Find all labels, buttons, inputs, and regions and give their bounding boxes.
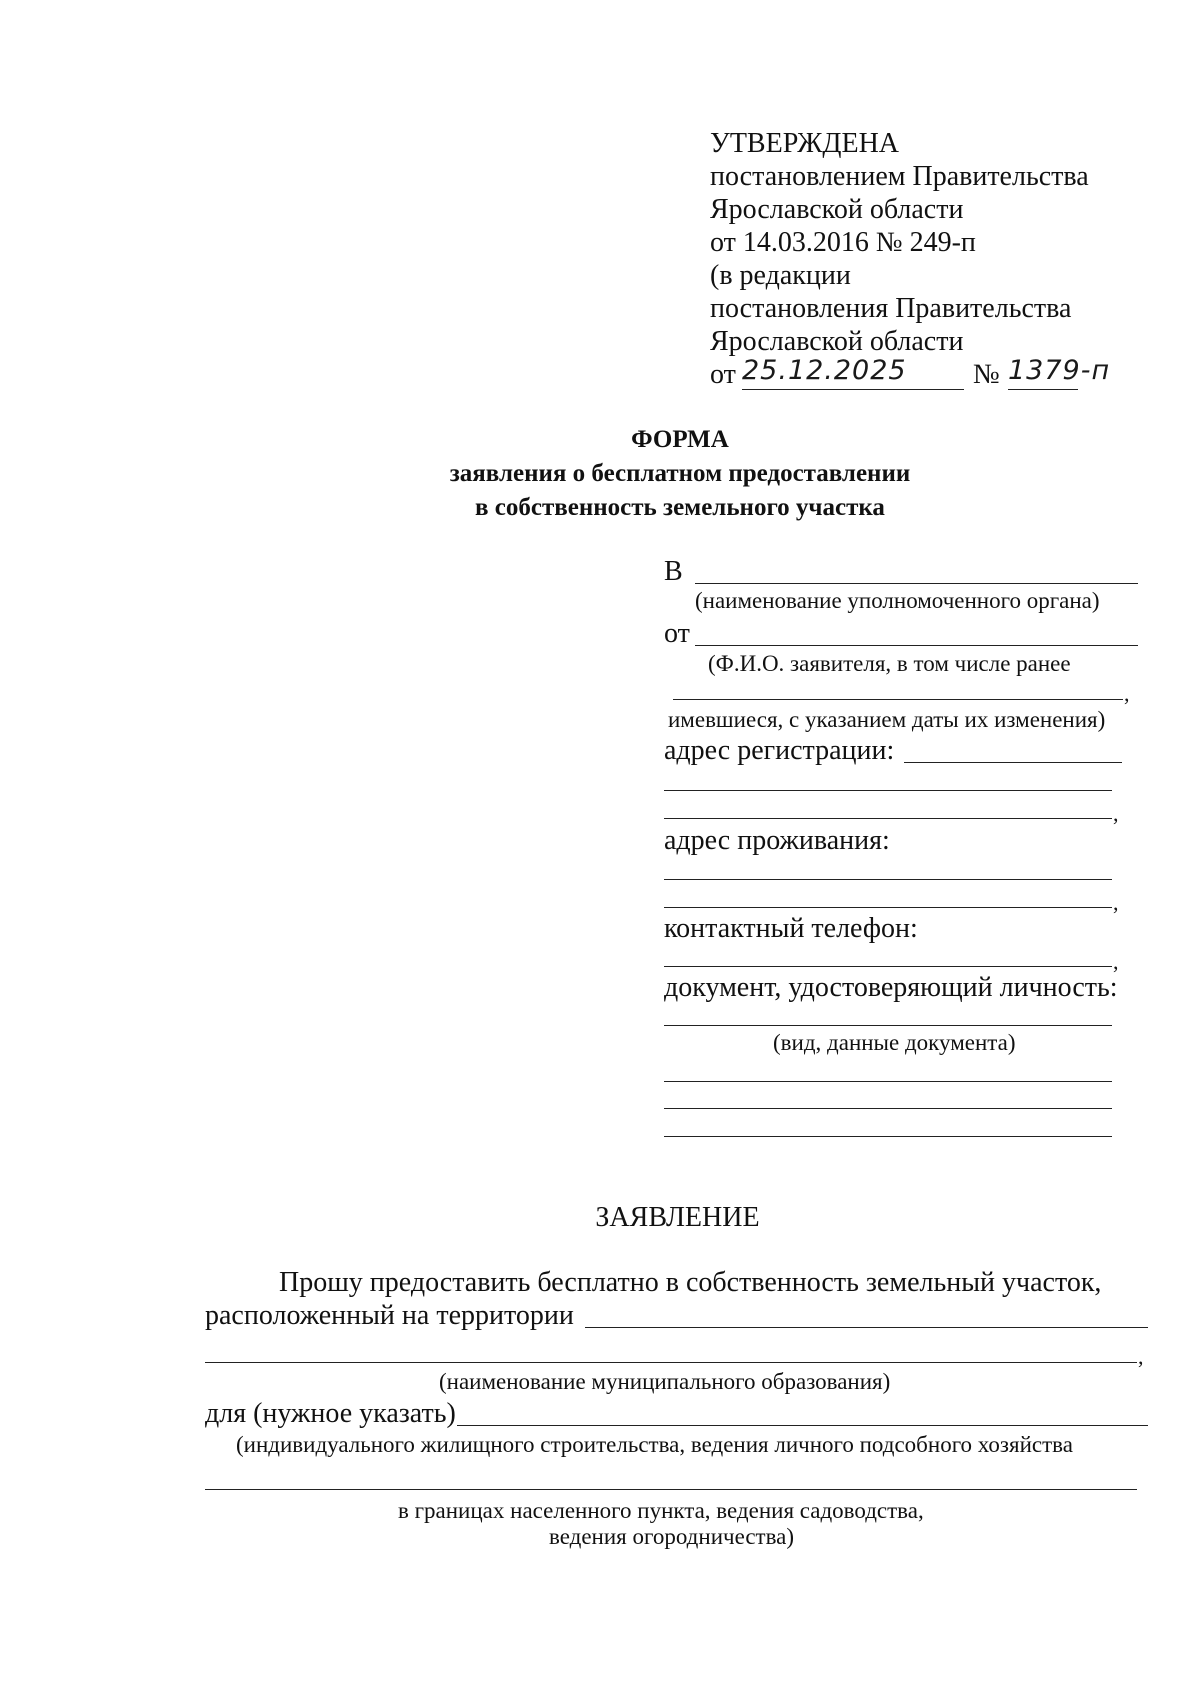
- reg-address-field[interactable]: [904, 762, 1122, 763]
- live-address-field[interactable]: [664, 879, 1112, 880]
- purpose-field-2[interactable]: [205, 1489, 1137, 1490]
- handwritten-number: 1379-п: [1008, 355, 1111, 386]
- live-address-field-2[interactable]: [664, 907, 1112, 908]
- approval-date-prefix: от: [710, 359, 736, 390]
- comma: ,: [1113, 890, 1119, 915]
- purpose-label: для (нужное указать): [205, 1398, 456, 1429]
- applicant-name-field[interactable]: [695, 645, 1138, 646]
- handwritten-date: 25.12.2025: [742, 355, 907, 386]
- to-prefix: В: [664, 556, 683, 587]
- comma: ,: [1124, 681, 1130, 706]
- purpose-caption: в границах населенного пункта, ведения садоводства,: [398, 1498, 924, 1523]
- reg-address-field-3[interactable]: [664, 818, 1112, 819]
- form-title-line: заявления о бесплатном предоставлении: [449, 460, 911, 487]
- form-title-line: в собственность земельного участка: [475, 494, 885, 521]
- applicant-name-field-2[interactable]: [673, 699, 1123, 700]
- statement-text: Прошу предоставить бесплатно в собственность земельный участок,: [279, 1267, 1102, 1298]
- approval-line: (в редакции: [710, 260, 851, 291]
- purpose-caption: ведения огородничества): [549, 1524, 795, 1549]
- approval-line: постановления Правительства: [710, 293, 1072, 324]
- purpose-caption: (индивидуального жилищного строительства, ведения личного подсобного хозяйства: [236, 1432, 1073, 1457]
- applicant-caption: (Ф.И.О. заявителя, в том числе ранее: [708, 651, 1071, 676]
- approval-heading: УТВЕРЖДЕНА: [710, 128, 900, 159]
- applicant-caption-2: имевшиеся, с указанием даты их изменения): [668, 707, 1106, 732]
- id-doc-label: документ, удостоверяющий личность:: [664, 972, 1118, 1003]
- phone-field[interactable]: [664, 966, 1112, 967]
- comma: ,: [1138, 1344, 1144, 1369]
- approval-line: от 14.03.2016 № 249-п: [710, 227, 976, 258]
- id-doc-field-3[interactable]: [664, 1108, 1112, 1109]
- comma: ,: [1113, 949, 1119, 974]
- authority-name-field[interactable]: [695, 583, 1138, 584]
- from-prefix: от: [664, 618, 690, 649]
- id-doc-caption: (вид, данные документа): [773, 1030, 1016, 1055]
- number-underline: [1008, 389, 1078, 390]
- reg-address-label: адрес регистрации:: [664, 735, 895, 766]
- comma: ,: [1113, 801, 1119, 826]
- id-doc-field-2[interactable]: [664, 1081, 1112, 1082]
- date-underline: [742, 389, 964, 390]
- approval-line: Ярославской области: [710, 194, 964, 225]
- id-doc-field[interactable]: [664, 1025, 1112, 1026]
- reg-address-field-2[interactable]: [664, 790, 1112, 791]
- approval-line: Ярославской области: [710, 326, 964, 357]
- statement-title: ЗАЯВЛЕНИЕ: [595, 1202, 760, 1233]
- purpose-field[interactable]: [457, 1425, 1148, 1426]
- approval-line: постановлением Правительства: [710, 161, 1089, 192]
- phone-label: контактный телефон:: [664, 913, 918, 944]
- statement-text: расположенный на территории: [205, 1300, 574, 1331]
- authority-caption: (наименование уполномоченного органа): [695, 588, 1100, 613]
- approval-number-prefix: №: [973, 359, 1000, 390]
- territory-field[interactable]: [585, 1327, 1148, 1328]
- form-title-line: ФОРМА: [631, 426, 729, 453]
- territory-field-2[interactable]: [205, 1362, 1137, 1363]
- live-address-label: адрес проживания:: [664, 825, 890, 856]
- municipality-caption: (наименование муниципального образования): [439, 1369, 891, 1394]
- id-doc-field-4[interactable]: [664, 1136, 1112, 1137]
